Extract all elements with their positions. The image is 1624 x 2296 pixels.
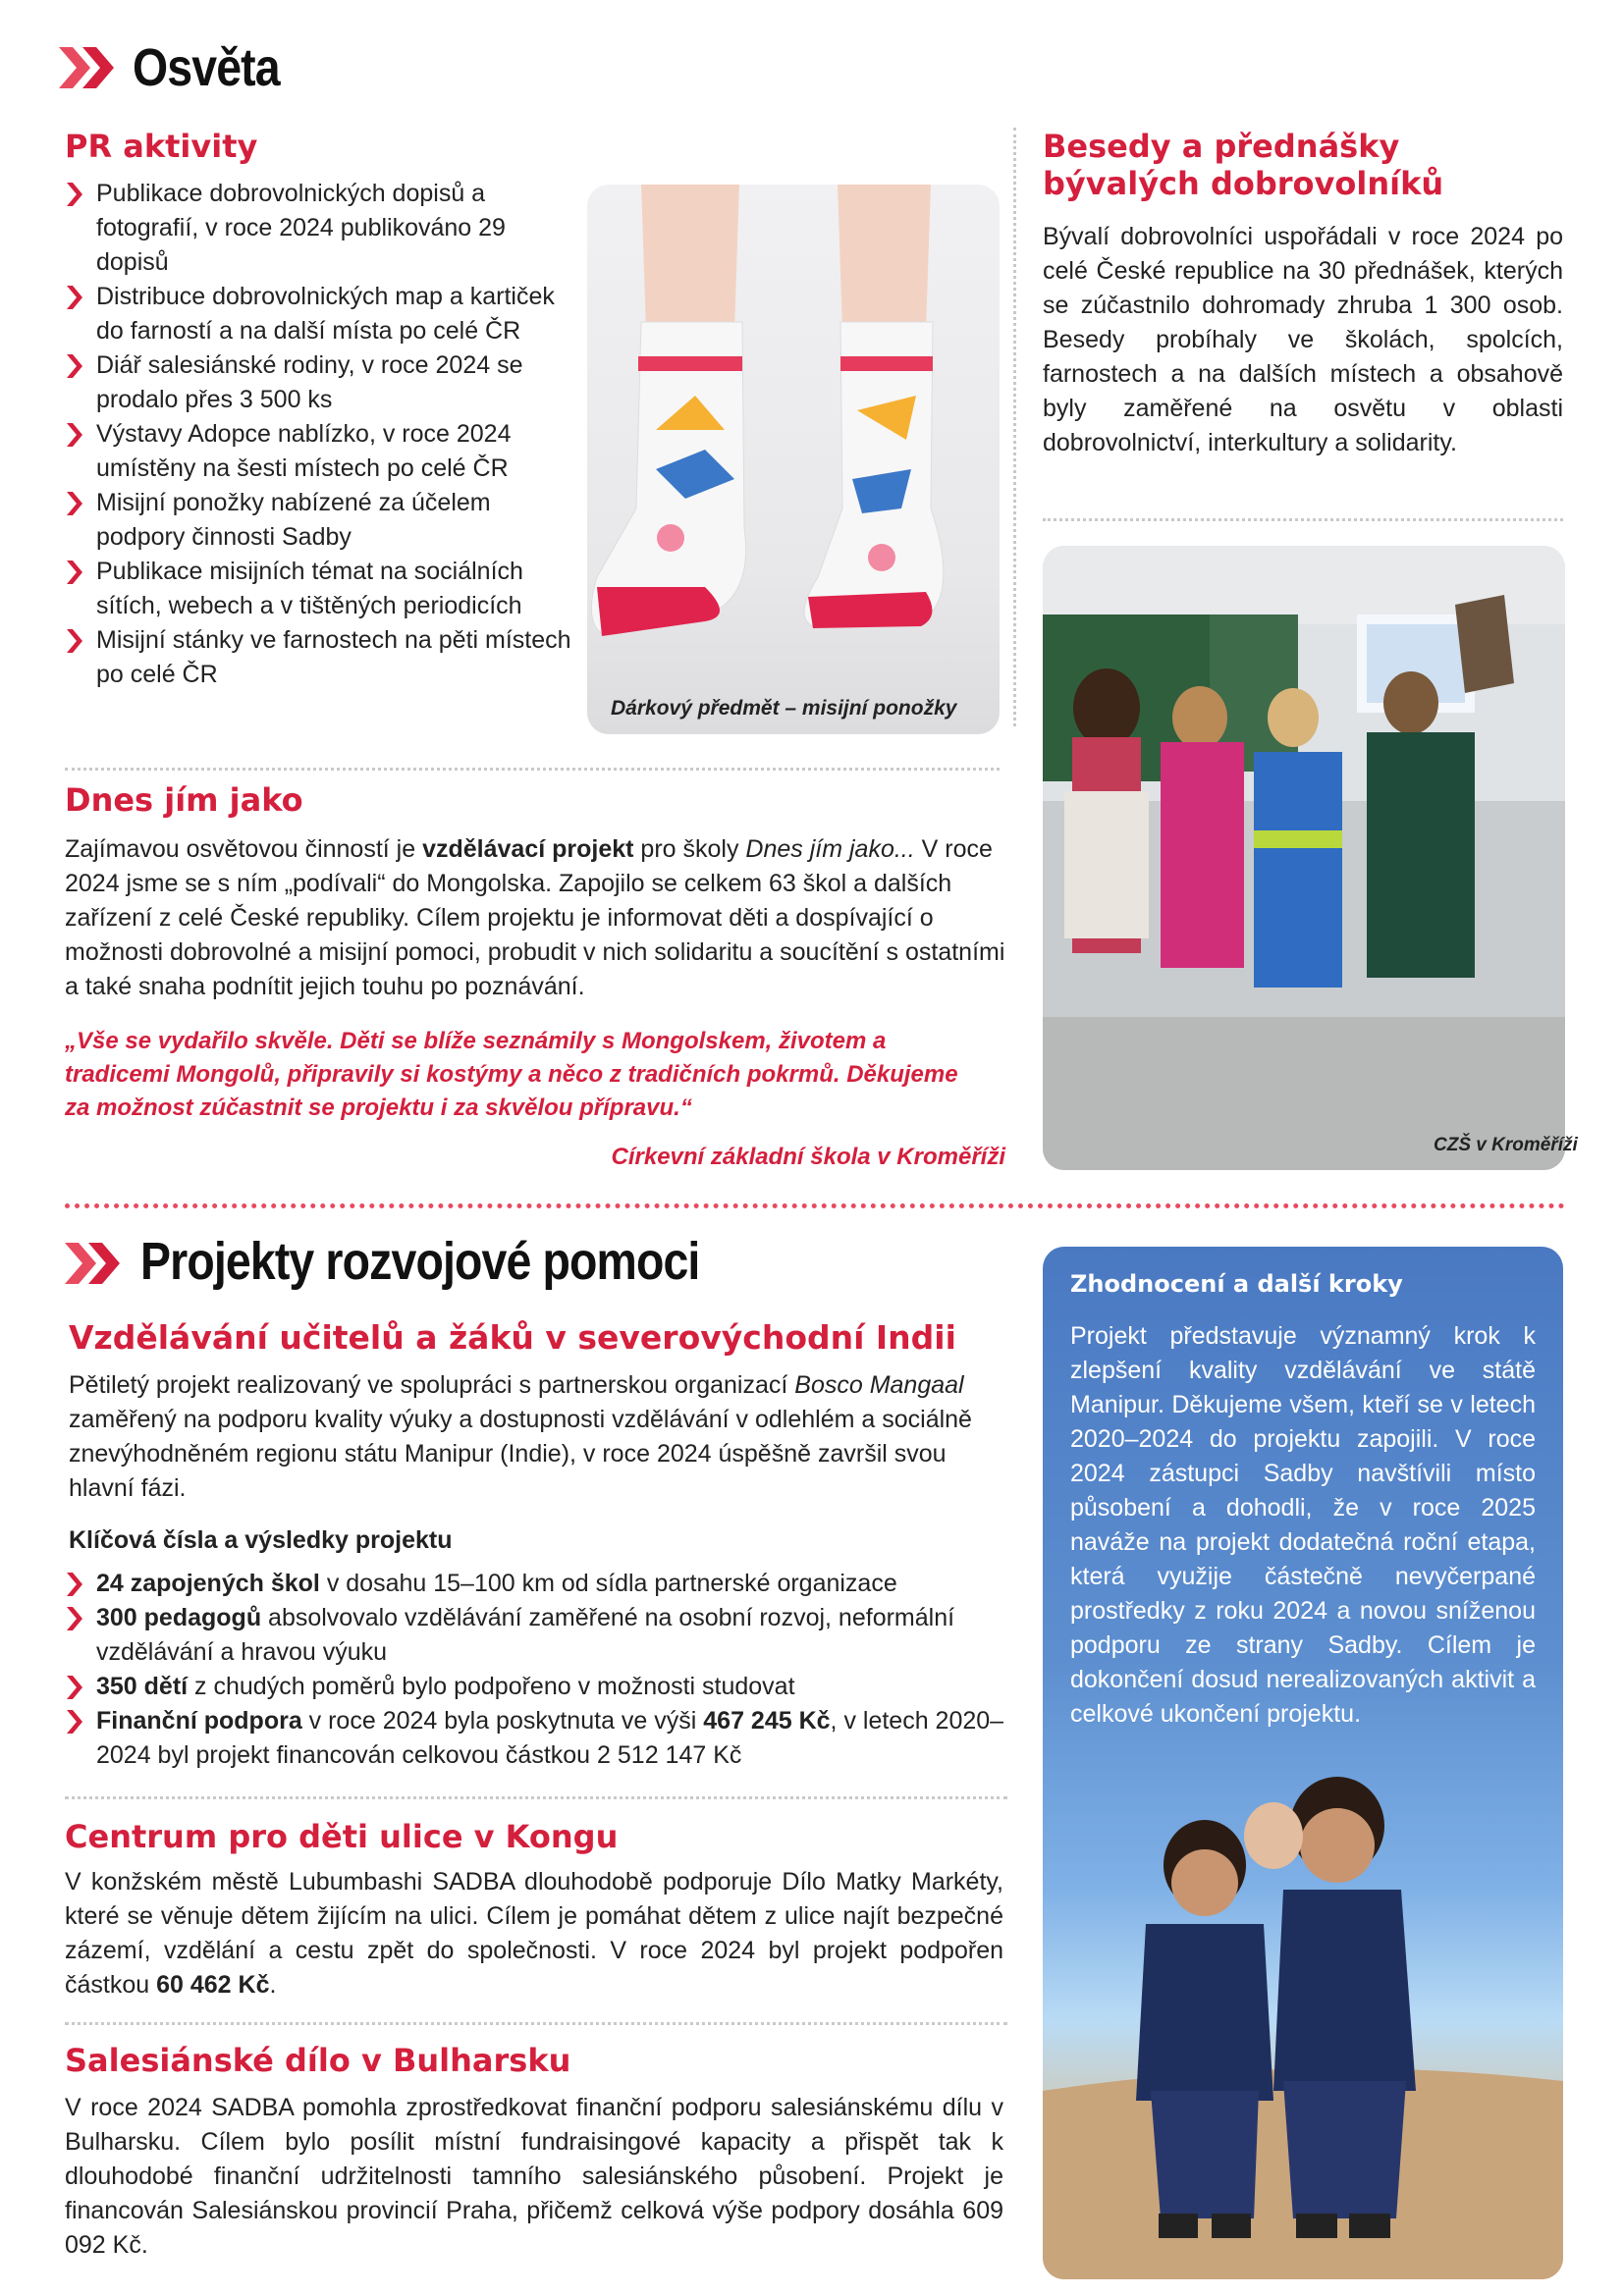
- socks-caption: Dárkový předmět – misijní ponožky: [611, 697, 957, 720]
- chevron-right-icon: [67, 286, 82, 309]
- besedy-heading: Besedy a přednášky bývalých dobrovolníků: [1043, 128, 1444, 202]
- list-item: 300 pedagogů absolvovalo vzdělávání zaměřené na osobní rozvoj, neformální vzdělávání a hravou výuku: [65, 1601, 960, 1670]
- pr-list: [65, 177, 575, 692]
- column-divider: [1013, 128, 1016, 726]
- besedy-text: Bývalí dobrovolníci uspořádali v roce 2024 po celé České republice na 30 přednášek, kterých se zúčastnilo dohromady zhruba 1 300 osob. Besedy probíhaly ve školách, spolcích, farnostech a na dalších místech a obsahově byly zaměřené na osvětu v oblasti dobrovolnictví, interkultury a solidarity.: [1043, 223, 1563, 456]
- dnes-top-divider: [65, 768, 1000, 771]
- list-item: Výstavy Adopce nablízko, v roce 2024 umístěny na šesti místech po celé ČR: [65, 417, 575, 486]
- section-separator: [65, 1203, 1565, 1208]
- list-item: Publikace dobrovolnických dopisů a fotografií, v roce 2024 publikováno 29 dopisů: [65, 177, 575, 280]
- bulharsko-heading: Salesiánské dílo v Bulharsku: [65, 2042, 571, 2079]
- bulharsko-text: V roce 2024 SADBA pomohla zprostředkovat finanční podporu salesiánskému dílu v Bulharsku. Cílem bylo posílit místní fundraisingové kapacity a přispět tak k dlouhodobé finanční udržitelnosti tamního salesiánského působení. Projekt je financován Salesiánskou provincií Praha, přičemž celková výše podpory dosáhla 609 092 Kč.: [65, 2094, 1003, 2259]
- chevron-right-icon: [67, 629, 82, 653]
- indie-heading: Vzdělávání učitelů a žáků v severovýchodní Indii: [69, 1318, 956, 1357]
- list-item: 24 zapojených škol v dosahu 15–100 km od sídla partnerské organizace: [65, 1567, 1007, 1601]
- chevron-right-icon: [67, 1607, 82, 1630]
- socks-photo: [587, 185, 1000, 734]
- list-item: Publikace misijních témat na sociálních sítích, webech a v tištěných periodicích: [65, 555, 575, 623]
- kongo-heading: Centrum pro děti ulice v Kongu: [65, 1818, 619, 1855]
- list-item: Distribuce dobrovolnických map a kartiček do farností a na další místa po celé ČR: [65, 280, 575, 348]
- zhodnoceni-box: [1043, 1247, 1563, 2279]
- dnes-heading: Dnes jím jako: [65, 781, 303, 819]
- chevron-right-icon: [67, 1710, 82, 1734]
- school-caption: CZŠ v Kroměříži: [1434, 1135, 1578, 1155]
- zhodnoceni-text: Projekt představuje významný krok k zlepšení kvality vzdělávání ve státě Manipur. Děkujeme všem, kteří se v letech 2020–2024 do projektu zapojili. V roce 2024 zástupci Sadby navštívili místo působení a dohodli, že v roce 2025 naváže na projekt dodatečná roční etapa, která využije částečně nevyčerpané prostředky z roku 2024 a novou sníženou podporu ze strany Sadby. Cílem je dokončení dosud nerealizovaných aktivit a celkové ukončení projektu.: [1070, 1322, 1536, 1728]
- indie-subheading: Klíčová čísla a výsledky projektu: [69, 1526, 453, 1554]
- chevron-right-icon: [67, 354, 82, 378]
- list-item: 350 dětí z chudých poměrů bylo podpořeno v možnosti studovat: [65, 1670, 1007, 1704]
- school-photo: [1043, 546, 1565, 1170]
- section-title-projekty: Projekty rozvojové pomoci: [140, 1232, 700, 1291]
- list-item: Misijní ponožky nabízené za účelem podpory činnosti Sadby: [65, 486, 575, 555]
- list-item: Misijní stánky ve farnostech na pěti místech po celé ČR: [65, 623, 575, 692]
- kongo-text: V konžském městě Lubumbashi SADBA dlouhodobě podporuje Dílo Matky Markéty, které se věnuje dětem žijícím na ulici. Cílem je pomáhat dětem z ulice najít bezpečné zázemí, vzdělání a cestu zpět do společnosti. V roce 2024 byl projekt podpořen částkou 60 462 Kč.: [65, 1868, 1003, 1999]
- kongo-divider: [65, 2022, 1007, 2025]
- school-scene: [1043, 546, 1565, 1170]
- list-item: Diář salesiánské rodiny, v roce 2024 se prodalo přes 3 500 ks: [65, 348, 575, 417]
- dnes-quote: „Vše se vydařilo skvěle. Děti se blíže seznámily s Mongolskem, životem a tradicemi Mongolů, připravily si kostýmy a něco z tradičních pokrmů. Děkujeme za možnost zúčastnit se projektu i za skvělou přípravu.“: [65, 1028, 958, 1121]
- socks-illustration: [587, 185, 1000, 734]
- dnes-quote-author: Církevní základní škola v Kroměříži: [611, 1144, 1005, 1170]
- chevron-right-icon: [67, 492, 82, 515]
- zhodnoceni-heading: Zhodnocení a další kroky: [1070, 1270, 1403, 1298]
- indie-divider: [65, 1796, 1007, 1799]
- chevron-right-icon: [67, 1676, 82, 1699]
- chevron-right-icon: [67, 423, 82, 447]
- double-chevron-icon: [59, 43, 120, 92]
- chevron-right-icon: [67, 183, 82, 206]
- pr-heading: PR aktivity: [65, 128, 258, 165]
- chevron-right-icon: [67, 1573, 82, 1596]
- indie-list: [65, 1567, 1007, 1773]
- chevron-right-icon: [67, 561, 82, 584]
- dnes-text: Zajímavou osvětovou činností je vzdělávací projekt pro školy Dnes jím jako... V roce 2024 jsme se s ním „podívali“ do Mongolska. Zapojilo se celkem 63 škol a dalších zařízení z celé České republiky. Cílem projektu je informovat děti a dospívající o možnosti dobrovolné a misijní pomoci, probudit v nich solidaritu a soucítění s ostatními a také snaha podnítit jejich touhu po poznávání.: [65, 835, 1005, 1000]
- besedy-divider: [1043, 518, 1563, 521]
- list-item: Finanční podpora v roce 2024 byla poskytnuta ve výši 467 245 Kč, v letech 2020–2024 byl projekt financován celkovou částkou 2 512 147 Kč: [65, 1704, 1039, 1773]
- indie-intro: Pětiletý projekt realizovaný ve spolupráci s partnerskou organizací Bosco Mangaal zaměřený na podporu kvality výuky a dostupnosti vzdělávání v odlehlém a sociálně znevýhodněném regionu státu Manipur (Indie), v roce 2024 úspěšně završil svou hlavní fázi.: [69, 1371, 972, 1502]
- section-title-osveta: Osvěta: [133, 38, 280, 97]
- double-chevron-icon: [65, 1239, 126, 1288]
